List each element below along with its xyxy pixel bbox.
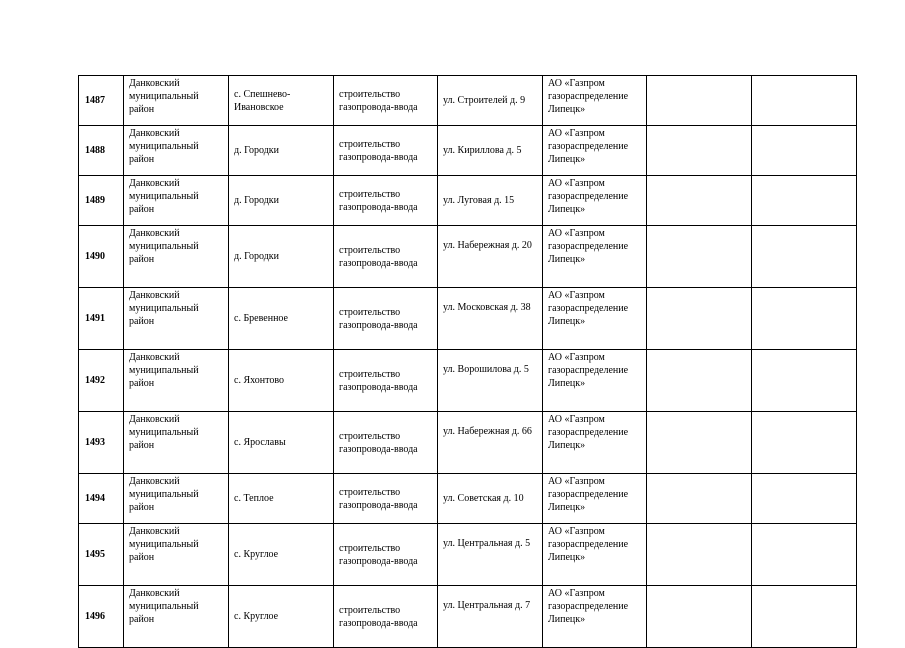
settlement-cell: с. Бревенное bbox=[229, 288, 334, 350]
district-cell: Данковский муниципальный район bbox=[124, 350, 229, 412]
district-cell: Данковский муниципальный район bbox=[124, 226, 229, 288]
empty-cell bbox=[752, 76, 857, 126]
empty-cell bbox=[752, 288, 857, 350]
address-cell: ул. Кириллова д. 5 bbox=[438, 126, 543, 176]
settlement-cell: с. Спешнево-Ивановское bbox=[229, 76, 334, 126]
settlement-cell: д. Городки bbox=[229, 226, 334, 288]
row-number: 1489 bbox=[79, 176, 124, 226]
row-number: 1494 bbox=[79, 474, 124, 524]
row-number: 1496 bbox=[79, 586, 124, 648]
work-type-cell: строительство газопровода-ввода bbox=[334, 412, 438, 474]
district-cell: Данковский муниципальный район bbox=[124, 412, 229, 474]
empty-cell bbox=[647, 350, 752, 412]
work-type-cell: строительство газопровода-ввода bbox=[334, 350, 438, 412]
address-cell: ул. Луговая д. 15 bbox=[438, 176, 543, 226]
operator-cell: АО «Газпром газораспределение Липецк» bbox=[543, 412, 647, 474]
operator-cell: АО «Газпром газораспределение Липецк» bbox=[543, 126, 647, 176]
table-row bbox=[79, 412, 857, 474]
district-cell: Данковский муниципальный район bbox=[124, 176, 229, 226]
table-row bbox=[79, 474, 857, 524]
empty-cell bbox=[752, 524, 857, 586]
row-number: 1487 bbox=[79, 76, 124, 126]
work-type-cell: строительство газопровода-ввода bbox=[334, 288, 438, 350]
empty-cell bbox=[752, 126, 857, 176]
settlement-cell: с. Яхонтово bbox=[229, 350, 334, 412]
work-type-cell: строительство газопровода-ввода bbox=[334, 226, 438, 288]
settlement-cell: с. Круглое bbox=[229, 586, 334, 648]
operator-cell: АО «Газпром газораспределение Липецк» bbox=[543, 176, 647, 226]
row-number: 1492 bbox=[79, 350, 124, 412]
settlement-cell: с. Ярославы bbox=[229, 412, 334, 474]
empty-cell bbox=[752, 176, 857, 226]
empty-cell bbox=[647, 76, 752, 126]
operator-cell: АО «Газпром газораспределение Липецк» bbox=[543, 474, 647, 524]
table-row bbox=[79, 586, 857, 648]
empty-cell bbox=[752, 586, 857, 648]
address-cell: ул. Строителей д. 9 bbox=[438, 76, 543, 126]
work-type-cell: строительство газопровода-ввода bbox=[334, 126, 438, 176]
row-number: 1495 bbox=[79, 524, 124, 586]
settlement-cell: д. Городки bbox=[229, 176, 334, 226]
empty-cell bbox=[647, 474, 752, 524]
district-cell: Данковский муниципальный район bbox=[124, 288, 229, 350]
operator-cell: АО «Газпром газораспределение Липецк» bbox=[543, 288, 647, 350]
empty-cell bbox=[647, 412, 752, 474]
empty-cell bbox=[752, 350, 857, 412]
operator-cell: АО «Газпром газораспределение Липецк» bbox=[543, 586, 647, 648]
address-cell: ул. Набережная д. 20 bbox=[438, 226, 543, 288]
row-number: 1488 bbox=[79, 126, 124, 176]
empty-cell bbox=[647, 288, 752, 350]
empty-cell bbox=[647, 226, 752, 288]
work-type-cell: строительство газопровода-ввода bbox=[334, 586, 438, 648]
table-row bbox=[79, 176, 857, 226]
empty-cell bbox=[752, 226, 857, 288]
table-row bbox=[79, 76, 857, 126]
settlement-cell: д. Городки bbox=[229, 126, 334, 176]
address-cell: ул. Центральная д. 5 bbox=[438, 524, 543, 586]
empty-cell bbox=[752, 474, 857, 524]
empty-cell bbox=[647, 126, 752, 176]
work-type-cell: строительство газопровода-ввода bbox=[334, 76, 438, 126]
work-type-cell: строительство газопровода-ввода bbox=[334, 524, 438, 586]
empty-cell bbox=[647, 586, 752, 648]
district-cell: Данковский муниципальный район bbox=[124, 76, 229, 126]
table-row bbox=[79, 288, 857, 350]
address-cell: ул. Центральная д. 7 bbox=[438, 586, 543, 648]
empty-cell bbox=[752, 412, 857, 474]
empty-cell bbox=[647, 176, 752, 226]
address-cell: ул. Советская д. 10 bbox=[438, 474, 543, 524]
work-type-cell: строительство газопровода-ввода bbox=[334, 474, 438, 524]
operator-cell: АО «Газпром газораспределение Липецк» bbox=[543, 350, 647, 412]
district-cell: Данковский муниципальный район bbox=[124, 586, 229, 648]
row-number: 1493 bbox=[79, 412, 124, 474]
empty-cell bbox=[647, 524, 752, 586]
district-cell: Данковский муниципальный район bbox=[124, 474, 229, 524]
operator-cell: АО «Газпром газораспределение Липецк» bbox=[543, 524, 647, 586]
operator-cell: АО «Газпром газораспределение Липецк» bbox=[543, 226, 647, 288]
table-row bbox=[79, 226, 857, 288]
district-cell: Данковский муниципальный район bbox=[124, 524, 229, 586]
address-cell: ул. Московская д. 38 bbox=[438, 288, 543, 350]
work-type-cell: строительство газопровода-ввода bbox=[334, 176, 438, 226]
operator-cell: АО «Газпром газораспределение Липецк» bbox=[543, 76, 647, 126]
row-number: 1490 bbox=[79, 226, 124, 288]
gas-connection-register-table bbox=[78, 75, 857, 648]
table-body bbox=[79, 76, 857, 648]
table-row bbox=[79, 524, 857, 586]
district-cell: Данковский муниципальный район bbox=[124, 126, 229, 176]
settlement-cell: с. Круглое bbox=[229, 524, 334, 586]
settlement-cell: с. Теплое bbox=[229, 474, 334, 524]
table-row bbox=[79, 350, 857, 412]
address-cell: ул. Набережная д. 66 bbox=[438, 412, 543, 474]
table-row bbox=[79, 126, 857, 176]
row-number: 1491 bbox=[79, 288, 124, 350]
address-cell: ул. Ворошилова д. 5 bbox=[438, 350, 543, 412]
